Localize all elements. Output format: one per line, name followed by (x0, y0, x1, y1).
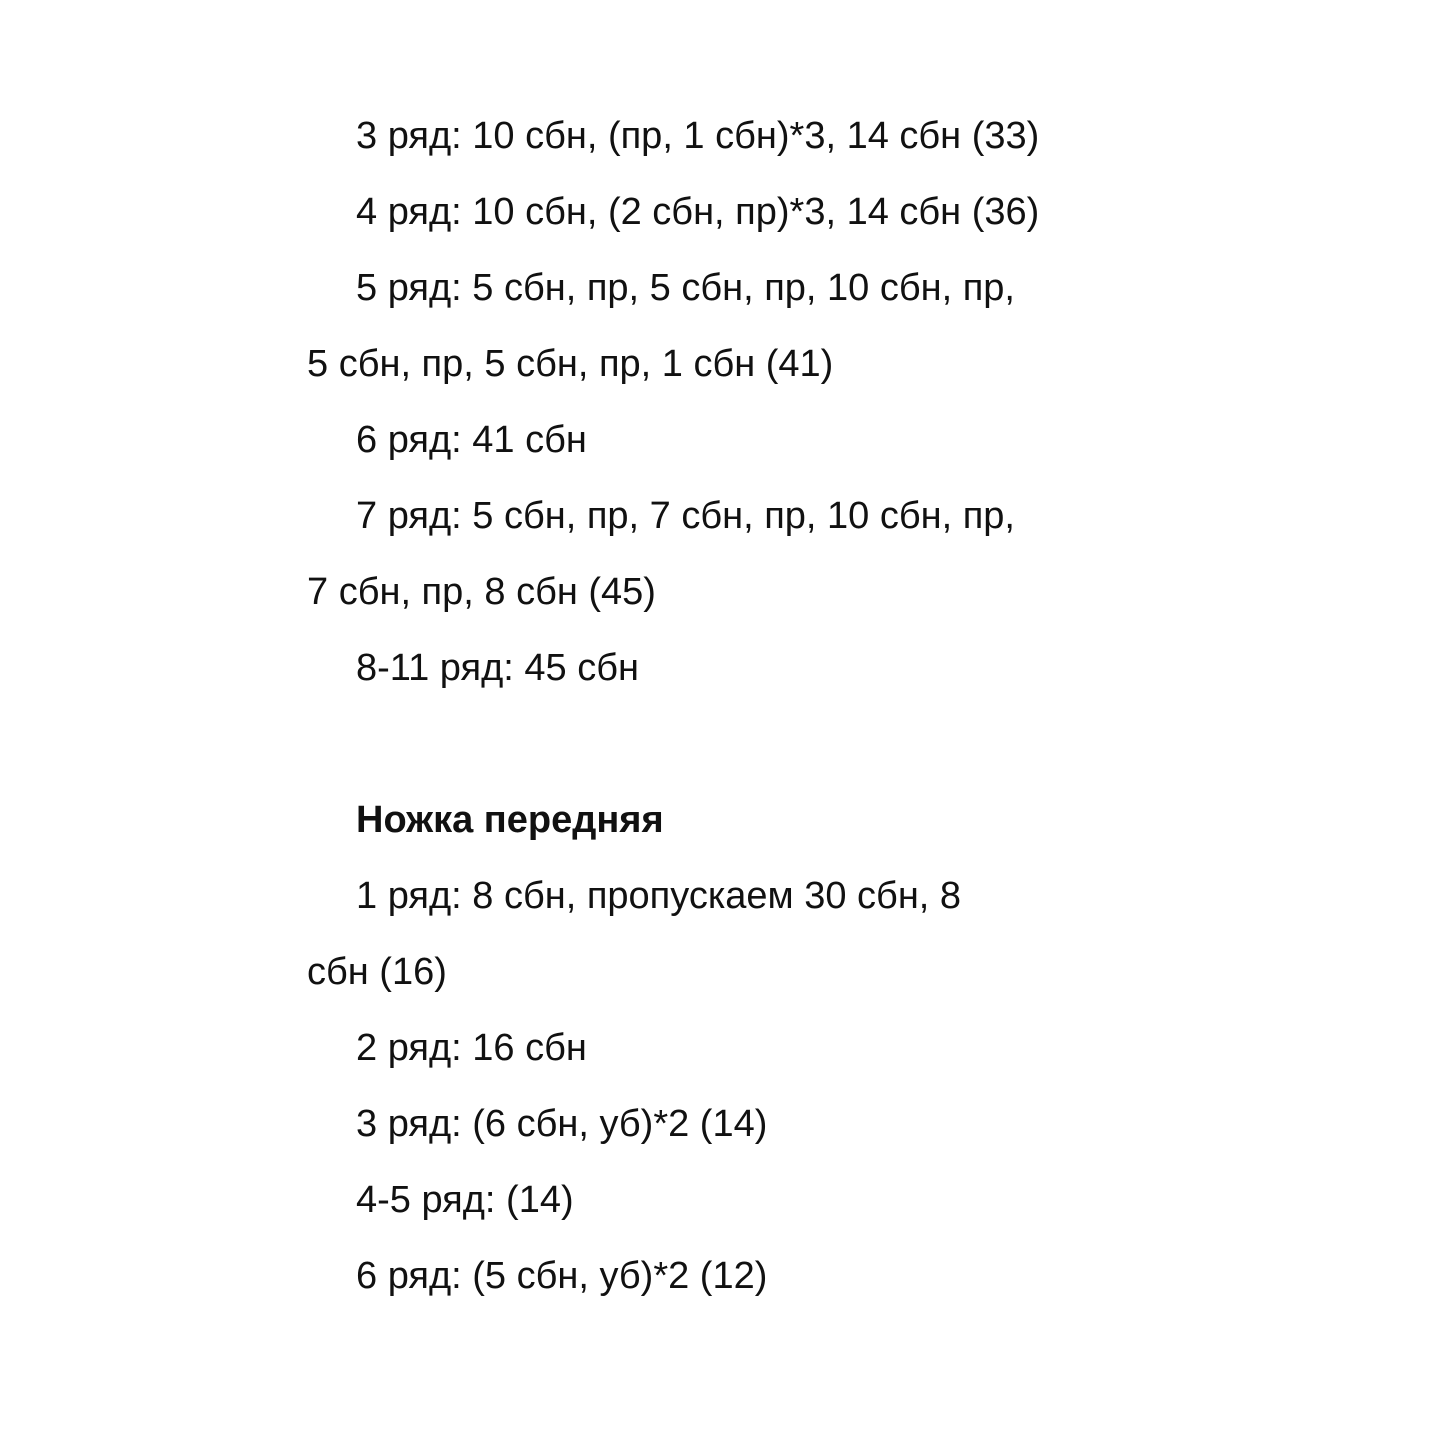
row-8-11-text: 8-11 ряд: 45 сбн (356, 647, 639, 689)
row-7-continuation: 7 сбн, пр, 8 сбн (45) (307, 571, 656, 613)
leg-row-3-text: 3 ряд: (6 сбн, уб)*2 (14) (356, 1103, 768, 1145)
leg-row-4-5-text: 4-5 ряд: (14) (356, 1179, 574, 1221)
leg-row-1-continuation: сбн (16) (307, 951, 447, 993)
row-7-text: 7 ряд: 5 сбн, пр, 7 сбн, пр, 10 сбн, пр, (356, 495, 1015, 537)
leg-row-1-text: 1 ряд: 8 сбн, пропускаем 30 сбн, 8 (356, 875, 962, 917)
row-6-text: 6 ряд: 41 сбн (356, 419, 587, 461)
leg-row-6-text: 6 ряд: (5 сбн, уб)*2 (12) (356, 1255, 768, 1297)
leg-row-2-text: 2 ряд: 16 сбн (356, 1027, 587, 1069)
row-3-text: 3 ряд: 10 сбн, (пр, 1 сбн)*3, 14 сбн (33) (356, 115, 1040, 157)
section-heading: Ножка передняя (356, 799, 664, 841)
section-spacer (307, 706, 1137, 782)
row-5-continuation: 5 сбн, пр, 5 сбн, пр, 1 сбн (41) (307, 343, 834, 385)
row-5-text: 5 ряд: 5 сбн, пр, 5 сбн, пр, 10 сбн, пр, (356, 267, 1015, 309)
pattern-document (307, 98, 1137, 1314)
row-4-text: 4 ряд: 10 сбн, (2 сбн, пр)*3, 14 сбн (36) (356, 191, 1040, 233)
